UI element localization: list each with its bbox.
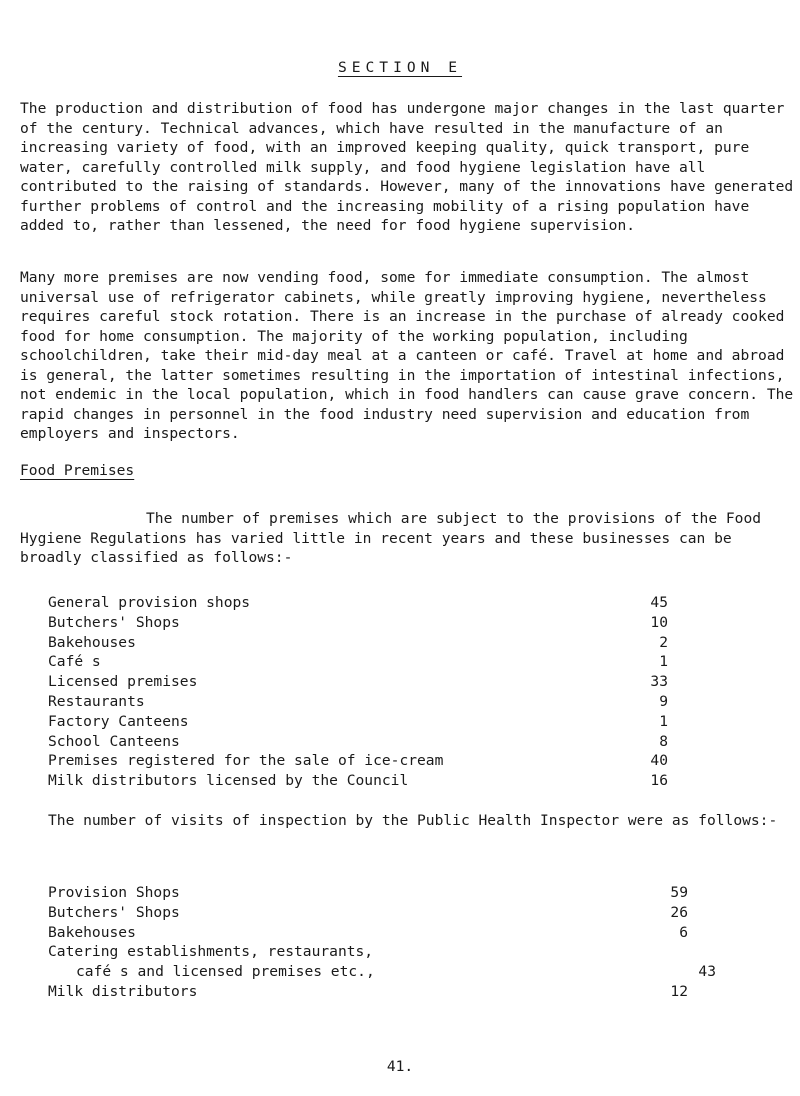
row-label: School Canteens <box>48 732 180 750</box>
row-value: 40 <box>650 752 668 770</box>
inspections-paragraph: The number of visits of inspection by the Public Health Inspector were as follows:- <box>48 812 778 829</box>
row-label: Bakehouses <box>48 633 136 651</box>
table-row <box>48 962 748 982</box>
row-label: Butchers' Shops <box>48 903 180 921</box>
row-label: Milk distributors licensed by the Council <box>48 772 409 790</box>
row-value: 2 <box>659 633 668 651</box>
row-label-line-2: café s and licensed premises etc., <box>76 963 375 981</box>
table-row <box>48 771 748 791</box>
row-label: Milk distributors <box>48 982 198 1000</box>
row-value: 1 <box>659 653 668 671</box>
section-title: SECTION E <box>337 59 463 76</box>
row-label-line-1: Catering establishments, restaurants, <box>48 943 374 961</box>
inspections-table <box>48 883 748 1002</box>
row-value: 43 <box>698 963 716 981</box>
row-value: 10 <box>650 613 668 631</box>
table-row <box>48 652 748 672</box>
row-label: Premises registered for the sale of ice-cream <box>48 752 444 770</box>
row-label: General provision shops <box>48 594 251 611</box>
row-label: Bakehouses <box>48 923 136 941</box>
row-value: 1 <box>659 712 668 730</box>
row-value: 8 <box>659 732 668 750</box>
row-value: 26 <box>670 903 688 921</box>
row-value: 16 <box>650 772 668 790</box>
row-value: 12 <box>670 982 688 1000</box>
table-row <box>48 883 748 903</box>
row-label: Provision Shops <box>48 884 180 901</box>
row-label: Licensed premises <box>48 673 198 691</box>
row-value: 9 <box>659 692 668 710</box>
row-label: Butchers' Shops <box>48 613 180 631</box>
table-row <box>48 923 748 943</box>
row-label: Factory Canteens <box>48 712 189 730</box>
table-row <box>48 633 748 653</box>
page-number: 41. <box>386 1058 414 1075</box>
row-label: Restaurants <box>48 692 145 710</box>
row-value: 6 <box>679 923 688 941</box>
table-row <box>48 732 748 752</box>
table-row <box>48 712 748 732</box>
table-row <box>48 692 748 712</box>
table-row <box>48 672 748 692</box>
row-value: 59 <box>670 884 688 901</box>
row-label: Café s <box>48 653 101 671</box>
food-premises-paragraph: The number of premises which are subject to the provisions of the Food Hygiene Regulations has varied little in recent years and these businesses can be broadly classified as follows:- <box>20 510 762 566</box>
intro-paragraph-1: The production and distribution of food has undergone major changes in the last quarter of the century. Technical advances, which have resulted in the manufacture of an increasing variety of food, with an improved keeping quality, quick transport, pure water, carefully controlled milk supply, and food hygiene legislation have all contributed to the raising of standards. However, many of the innovations have generated further problems of control and the increasing mobility of a rising population have added to, rather than lessened, the need for food hygiene supervision. <box>20 100 794 234</box>
table-row <box>48 903 748 923</box>
table-row <box>48 593 748 613</box>
row-value: 45 <box>650 594 668 611</box>
table-row <box>48 942 748 962</box>
table-row <box>48 982 748 1002</box>
table-row <box>48 613 748 633</box>
row-value: 33 <box>650 673 668 691</box>
intro-paragraph-2: Many more premises are now vending food, some for immediate consumption. The almost universal use of refrigerator cabinets, while greatly improving hygiene, nevertheless requires careful stock rotation. There is an increase in the purchase of already cooked food for home consumption. The majority of the working population, including schoolchildren, take their mid-day meal at a canteen or café. Travel at home and abroad is general, the latter sometimes resulting in the importation of intestinal infections, not endemic in the local population, which in food handlers can cause grave concern. The rapid changes in personnel in the food industry need supervision and education from employers and inspectors. <box>20 269 794 442</box>
food-premises-heading: Food Premises <box>20 462 135 479</box>
premises-table <box>48 593 748 791</box>
table-row <box>48 751 748 771</box>
